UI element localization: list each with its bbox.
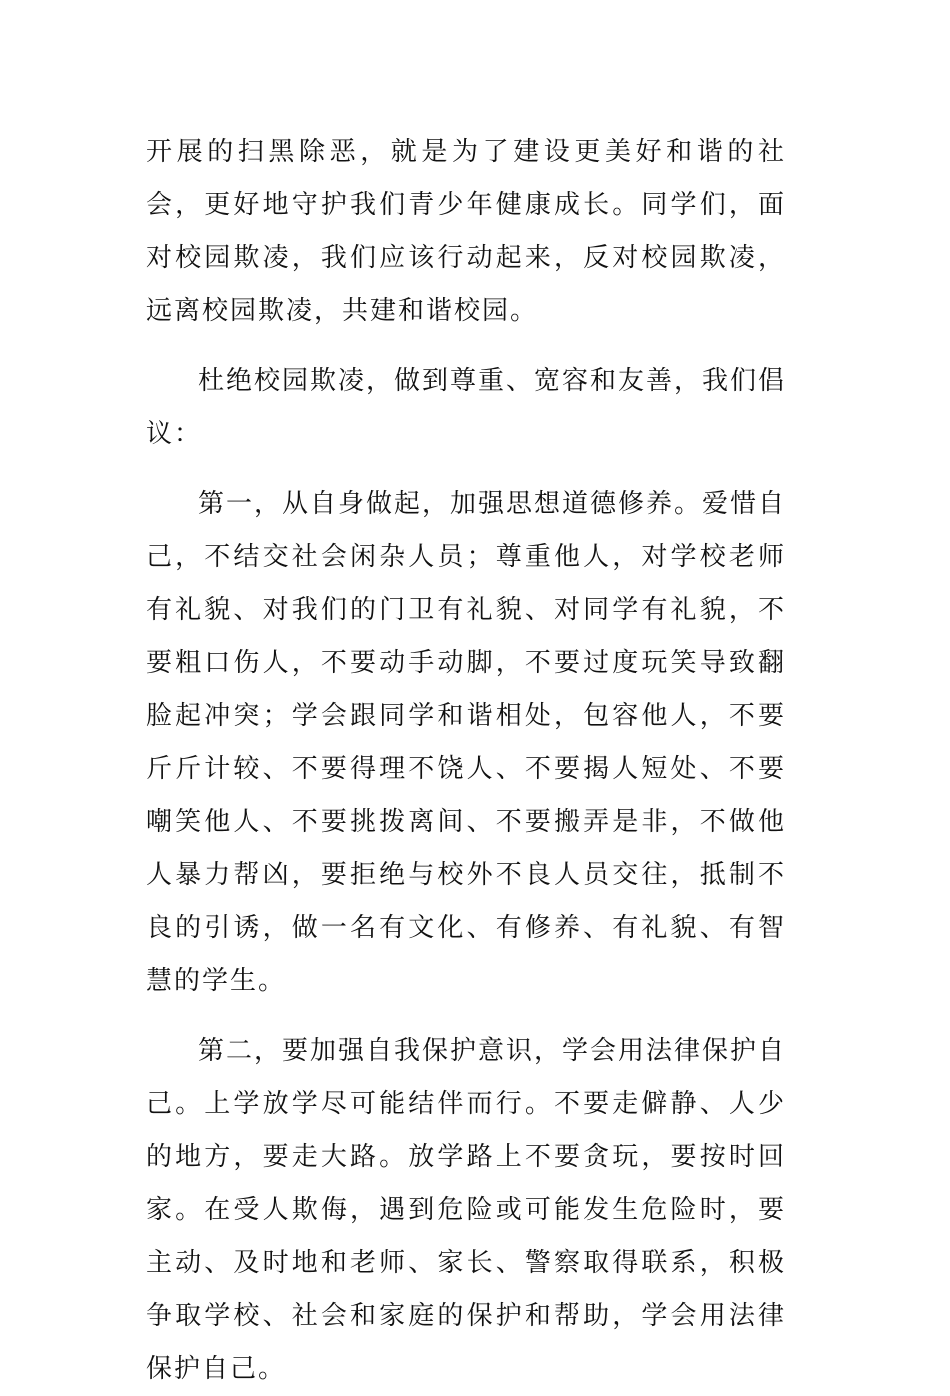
- document-body: [146, 126, 786, 1396]
- paragraph-proposal-intro: 杜绝校园欺凌，做到尊重、宽容和友善，我们倡议：: [146, 366, 787, 449]
- paragraph-point-one: 第一，从自身做起，加强思想道德修养。爱惜自己，不结交社会闲杂人员；尊重他人，对学校老师有礼貌、对我们的门卫有礼貌、对同学有礼貌，不要粗口伤人，不要动手动脚，不要过度玩笑导致翻脸起冲突；学会跟同学和谐相处，包容他人，不要斤斤计较、不要得理不饶人、不要揭人短处、不要嘲笑他人、不要挑拨离间、不要搬弄是非，不做他人暴力帮凶，要拒绝与校外不良人员交往，抵制不良的引诱，做一名有文化、有修养、有礼貌、有智慧的学生。: [146, 489, 787, 996]
- paragraph-point-two: 第二，要加强自我保护意识，学会用法律保护自己。上学放学尽可能结伴而行。不要走僻静、人少的地方，要走大路。放学路上不要贪玩，要按时回家。在受人欺侮，遇到危险或可能发生危险时，要主动、及时地和老师、家长、警察取得联系，积极争取学校、社会和家庭的保护和帮助，学会用法律保护自己。: [146, 1036, 787, 1384]
- paragraph-continuation: 开展的扫黑除恶，就是为了建设更美好和谐的社会，更好地守护我们青少年健康成长。同学们，面对校园欺凌，我们应该行动起来，反对校园欺凌，远离校园欺凌，共建和谐校园。: [146, 137, 786, 326]
